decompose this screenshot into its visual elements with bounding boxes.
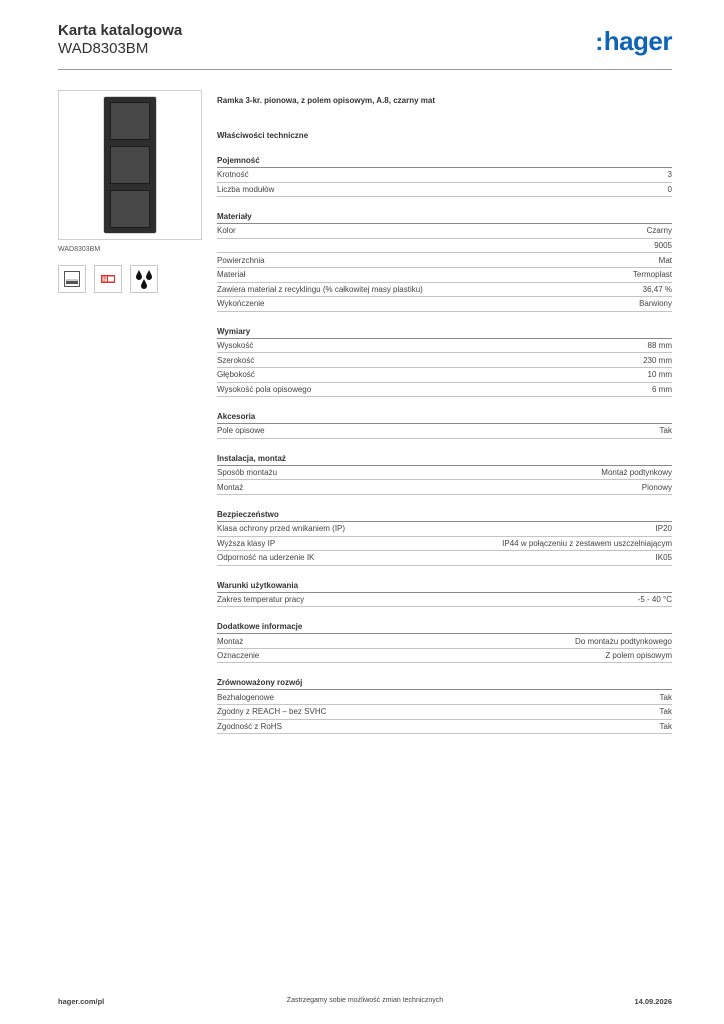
hager-logo: :hager <box>595 26 672 56</box>
spec-label: Wysokość pola opisowego <box>217 384 312 394</box>
section-title: Zrównoważony rozwój <box>217 677 672 690</box>
spec-value: 0 <box>667 184 672 194</box>
spec-value: 10 mm <box>647 370 672 380</box>
spec-value: Montaż podtynkowy <box>601 468 672 478</box>
frame-slot <box>110 190 150 228</box>
spec-value: 6 mm <box>652 384 672 394</box>
spec-row <box>217 705 672 720</box>
spec-label: Oznaczenie <box>217 651 260 661</box>
spec-value: Tak <box>659 692 672 702</box>
spec-label: Wysokość <box>217 341 254 351</box>
spec-row <box>217 353 672 368</box>
section-title: Warunki użytkowania <box>217 580 672 593</box>
spec-section <box>217 580 672 608</box>
spec-row <box>217 649 672 664</box>
spec-label: Powierzchnia <box>217 255 265 265</box>
specification-column <box>217 96 672 734</box>
section-title: Wymiary <box>217 326 672 339</box>
section-title: Dodatkowe informacje <box>217 621 672 634</box>
spec-row <box>217 183 672 198</box>
spec-section <box>217 621 672 663</box>
footer-disclaimer: Zastrzegamy sobie możliwość zmian technicznych <box>286 997 444 1004</box>
ip-rating-badge-icon <box>94 265 122 293</box>
spec-value: Tak <box>659 721 672 731</box>
spec-row <box>217 480 672 495</box>
spec-label: Odporność na uderzenie IK <box>217 553 315 563</box>
spec-section <box>217 677 672 734</box>
spec-label: Wyższa klasy IP <box>217 538 276 548</box>
spec-label: Krotność <box>217 170 249 180</box>
section-title: Pojemność <box>217 155 672 168</box>
technical-properties-heading: Właściwości techniczne <box>217 131 309 140</box>
spec-label: Zakres temperatur pracy <box>217 594 305 604</box>
spec-row <box>217 522 672 537</box>
spec-value: Pionowy <box>641 482 672 492</box>
spec-row <box>217 339 672 354</box>
frame-slot <box>110 102 150 140</box>
spec-label: Montaż <box>217 482 244 492</box>
triple-frame-illustration <box>104 97 156 233</box>
spec-row <box>217 593 672 608</box>
spec-label: Zgodny z REACH – bez SVHC <box>217 707 327 717</box>
spec-label: Zawiera materiał z recyklingu (% całkowitej masy plastiku) <box>217 284 423 294</box>
spec-row <box>217 537 672 552</box>
spec-row <box>217 283 672 298</box>
spec-value: 36,47 % <box>642 284 672 294</box>
spec-row <box>217 368 672 383</box>
logo-text: hager <box>603 26 672 56</box>
product-media <box>58 90 202 293</box>
product-code: WAD8303BM <box>58 40 149 57</box>
spec-label: Sposób montażu <box>217 468 278 478</box>
spec-row <box>217 690 672 705</box>
spec-row <box>217 551 672 566</box>
image-caption: WAD8303BM <box>58 246 101 253</box>
spec-row <box>217 297 672 312</box>
frame-slot <box>110 146 150 184</box>
spec-label: Kolor <box>217 226 236 236</box>
spec-value: 230 mm <box>643 355 672 365</box>
spec-value: Tak <box>659 426 672 436</box>
spec-row <box>217 224 672 239</box>
spec-section <box>217 211 672 312</box>
spec-row <box>217 383 672 398</box>
spec-label: Bezhalogenowe <box>217 692 274 702</box>
spec-row <box>217 239 672 254</box>
spec-value: Mat <box>658 255 672 265</box>
spec-value: IP44 w połączeniu z zestawem uszczelniającym <box>502 538 672 548</box>
footer-date: 14.09.2026 <box>634 997 672 1006</box>
product-description: Ramka 3-kr. pionowa, z polem opisowym, A.8, czarny mat <box>217 96 435 105</box>
water-drops-icon <box>130 265 158 293</box>
spec-value: Czarny <box>646 226 672 236</box>
document-title: Karta katalogowa <box>58 22 183 39</box>
spec-value: IK05 <box>655 553 672 563</box>
spec-label: Wykończenie <box>217 299 265 309</box>
spec-label: Głębokość <box>217 370 255 380</box>
spec-label: Liczba modułów <box>217 184 275 194</box>
spec-value: 88 mm <box>647 341 672 351</box>
spec-value: Tak <box>659 707 672 717</box>
spec-label: Materiał <box>217 270 246 280</box>
spec-row <box>217 253 672 268</box>
section-title: Akcesoria <box>217 411 672 424</box>
spec-value: 9005 <box>654 241 672 251</box>
spec-section <box>217 509 672 566</box>
spec-value: Do montażu podtynkowego <box>575 636 672 646</box>
footer-website: hager.com/pl <box>58 997 105 1006</box>
spec-row <box>217 634 672 649</box>
spec-sections <box>217 155 672 734</box>
spec-value: -5 - 40 °C <box>637 594 672 604</box>
spec-label: Montaż <box>217 636 244 646</box>
spec-row <box>217 424 672 439</box>
section-title: Bezpieczeństwo <box>217 509 672 522</box>
page-footer <box>58 997 672 1009</box>
spec-value: Z polem opisowym <box>605 651 672 661</box>
spec-section <box>217 411 672 439</box>
spec-value: IP20 <box>655 524 672 534</box>
spec-label: Zgodność z RoHS <box>217 721 282 731</box>
spec-row <box>217 168 672 183</box>
spec-section <box>217 155 672 197</box>
spec-label: Pole opisowe <box>217 426 265 436</box>
spec-section <box>217 326 672 397</box>
spec-row <box>217 268 672 283</box>
spec-row <box>217 720 672 735</box>
spec-section <box>217 453 672 495</box>
section-title: Materiały <box>217 211 672 224</box>
spec-label: Klasa ochrony przed wnikaniem (IP) <box>217 524 346 534</box>
feature-icons <box>58 265 202 293</box>
product-image <box>58 90 202 240</box>
spec-value: Barwiony <box>639 299 672 309</box>
spec-label: Szerokość <box>217 355 255 365</box>
section-title: Instalacja, montaż <box>217 453 672 466</box>
page-header <box>58 22 672 70</box>
spec-row <box>217 466 672 481</box>
spec-value: 3 <box>667 170 672 180</box>
spec-value: Termoplast <box>632 270 672 280</box>
flush-mount-icon <box>58 265 86 293</box>
